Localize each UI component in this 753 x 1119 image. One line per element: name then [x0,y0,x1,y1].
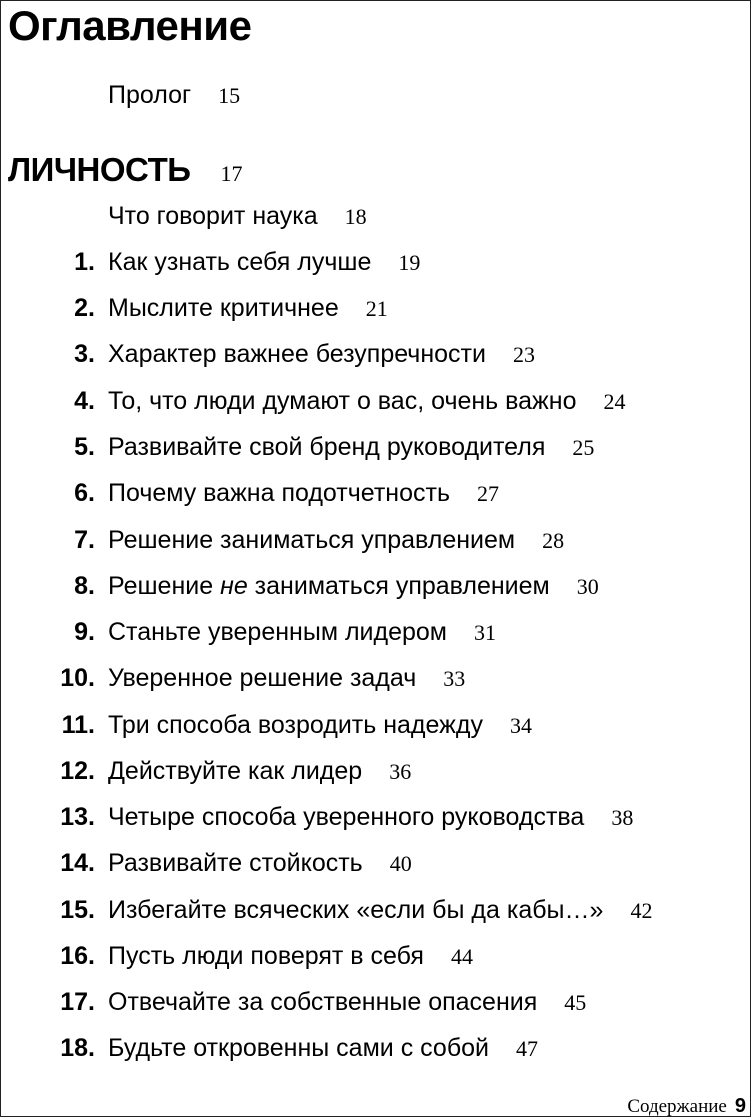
chapter-title [108,572,550,601]
chapter-title-emphasis: не [220,572,248,600]
chapter-number: 1. [74,248,95,276]
chapter-number: 9. [74,618,95,646]
running-footer-label: Содержание [627,1096,727,1117]
toc-entry-page: 18 [344,204,367,229]
chapter-page: 31 [474,620,496,645]
chapter-title: Как узнать себя лучше [108,248,372,276]
chapter-page: 23 [512,342,535,367]
chapter-title: Пусть люди поверят в себя [108,942,424,970]
chapter-title: Уверенное решение задач [108,664,417,692]
section-page: 17 [220,161,243,186]
section-heading[interactable] [8,151,242,189]
chapter-number: 11. [61,711,95,739]
page-footer [627,1095,746,1118]
toc-entry-chapter[interactable] [1,803,633,837]
chapter-page: 45 [564,990,587,1015]
chapter-page: 33 [443,666,466,691]
chapter-title: Будьте откровенны сами с собой [108,1034,490,1062]
chapter-title: Три способа возродить надежду [108,711,483,739]
chapter-title-part: Решение [108,572,221,600]
chapter-number: 5. [74,433,95,461]
chapter-title: Станьте уверенным лидером [108,618,447,646]
chapter-page: 27 [476,481,499,506]
chapter-title: Решение заниматься управлением [108,526,516,554]
toc-entry-chapter[interactable] [1,248,420,282]
chapter-page: 42 [630,898,653,923]
toc-entry-chapter[interactable] [1,896,652,930]
chapter-title: Характер важнее безупречности [108,340,486,368]
chapter-number: 4. [74,387,95,415]
chapter-page: 19 [398,250,421,275]
chapter-title: Развивайте стойкость [108,849,363,877]
chapter-title: Четыре способа уверенного руководства [108,803,585,831]
chapter-page: 36 [389,759,412,784]
chapter-number: 2. [74,294,95,322]
toc-entry-chapter[interactable] [1,664,465,698]
page-title: Оглавление [8,2,252,49]
chapter-title-part: заниматься управлением [247,572,550,600]
toc-entry-page: 15 [218,83,241,108]
chapter-number: 18. [60,1034,95,1062]
toc-entry-prolog[interactable] [1,81,240,115]
toc-entry-title: Пролог [108,81,192,109]
chapter-page: 30 [576,574,599,599]
chapter-title: Развивайте свой бренд руководителя [108,433,546,461]
chapter-number: 14. [60,849,95,877]
toc-entry-chapter[interactable] [1,1034,538,1068]
chapter-page: 21 [365,296,388,321]
toc-entry-chapter[interactable] [1,757,411,791]
toc-entry-chapter[interactable] [1,526,564,560]
chapter-page: 47 [516,1036,539,1061]
chapter-title: Почему важна подотчетность [108,479,450,507]
chapter-page: 34 [509,713,532,738]
folio-number: 9 [734,1095,746,1117]
toc-entry-chapter[interactable] [1,479,499,513]
chapter-number: 13. [60,803,95,831]
toc-entry-chapter[interactable] [1,340,535,374]
toc-entry-chapter[interactable] [1,433,594,467]
chapter-title: Отвечайте за собственные опасения [108,988,538,1016]
chapter-title: То, что люди думают о вас, очень важно [108,387,577,415]
toc-entry-chapter[interactable] [1,942,473,976]
chapter-title: Избегайте всяческих «если бы да кабы…» [108,896,604,924]
chapter-title: Действуйте как лидер [108,757,363,785]
toc-entry-title: Что говорит наука [108,202,318,230]
chapter-page: 44 [450,944,473,969]
toc-entry-intro[interactable] [1,202,367,236]
chapter-page: 25 [572,435,595,460]
section-title: ЛИЧНОСТЬ [8,151,191,188]
chapter-number: 17. [60,988,95,1016]
chapter-number: 6. [74,479,95,507]
chapter-number: 8. [74,572,95,600]
toc-entry-chapter[interactable] [1,572,599,606]
toc-entry-chapter[interactable] [1,618,496,652]
toc-entry-chapter[interactable] [1,849,412,883]
chapter-title: Мыслите критичнее [108,294,339,322]
chapter-page: 38 [611,805,634,830]
chapter-page: 40 [389,851,412,876]
toc-entry-chapter[interactable] [1,711,532,745]
chapter-number: 10. [60,664,95,692]
chapter-number: 15. [60,896,95,924]
chapter-number: 3. [74,340,95,368]
chapter-number: 16. [60,942,95,970]
chapter-number: 7. [74,526,95,554]
toc-entry-chapter[interactable] [1,294,388,328]
chapter-number: 12. [60,757,95,785]
toc-entry-chapter[interactable] [1,988,586,1022]
toc-entry-chapter[interactable] [1,387,625,421]
chapter-page: 24 [603,389,626,414]
chapter-page: 28 [542,528,565,553]
